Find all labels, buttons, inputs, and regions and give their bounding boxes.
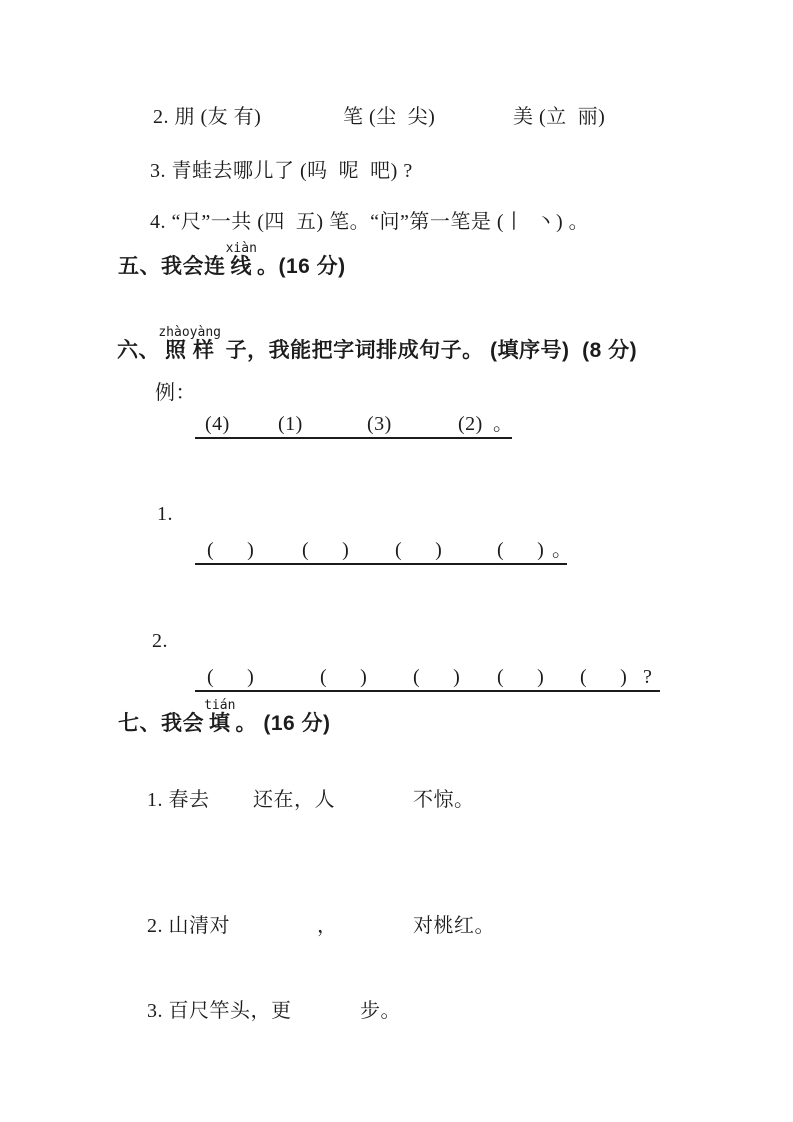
order-2-bracket-1: ( ) bbox=[207, 666, 255, 688]
fill-2-part-1: 2. 山清对 bbox=[147, 915, 230, 937]
order-1-bracket-1: ( ) bbox=[207, 539, 255, 561]
order-1-bracket-4: ( ) bbox=[497, 539, 545, 561]
example-slot-2: (1) bbox=[278, 413, 303, 435]
order-2-bracket-5: ( ) bbox=[580, 666, 628, 688]
order-2-bracket-2: ( ) bbox=[320, 666, 368, 688]
order-1-end-mark: 。 bbox=[552, 539, 573, 561]
section-5-ruby-group bbox=[225, 241, 258, 281]
section-6-title-post: 子，我能把字词排成句子。 (填序号) (8 分) bbox=[219, 339, 638, 362]
question-2-choice-mei: 美 (立 丽) bbox=[513, 106, 606, 128]
section-6-pinyin: zhàoyàng bbox=[158, 325, 221, 340]
fill-3-part-1: 3. 百尺竿头，更 bbox=[147, 1000, 292, 1022]
question-2-choice-bi: 笔 (尘 尖) bbox=[343, 106, 436, 128]
order-2-bracket-3: ( ) bbox=[413, 666, 461, 688]
section-7-header bbox=[118, 698, 331, 738]
section-6-ruby-char: 照 样 bbox=[165, 339, 215, 362]
section-7-ruby-group bbox=[204, 698, 236, 738]
fill-1-part-1: 1. 春去 bbox=[147, 789, 210, 811]
section-6-title-pre: 六、 bbox=[117, 339, 160, 362]
section-6-ruby-group bbox=[158, 325, 221, 365]
order-item-1-number: 1. bbox=[157, 503, 173, 525]
example-slot-3: (3) bbox=[367, 413, 392, 435]
fill-3-part-2: 步。 bbox=[360, 1000, 401, 1022]
example-answer-line bbox=[195, 413, 512, 439]
question-2-choice-peng: 2. 朋 (友 有) bbox=[153, 106, 262, 128]
section-7-ruby-char: 填 bbox=[209, 712, 231, 735]
fill-1-part-2: 还在，人 bbox=[253, 789, 335, 811]
example-end-mark: 。 bbox=[493, 413, 514, 435]
section-7-title-pre: 七、我会 bbox=[118, 712, 204, 735]
order-item-1-answer-line[interactable] bbox=[195, 539, 573, 565]
order-item-2-answer-line[interactable] bbox=[195, 665, 660, 692]
section-5-title-post: 。(16 分) bbox=[257, 255, 346, 278]
fill-2-part-2: ， bbox=[317, 915, 338, 937]
section-5-header bbox=[118, 241, 346, 281]
question-3-text: 3. 青蛙去哪儿了 (吗 呢 吧) ? bbox=[150, 160, 413, 182]
section-6-header bbox=[117, 325, 638, 365]
section-7-pinyin: tián bbox=[204, 698, 236, 713]
section-5-ruby-char: 线 bbox=[230, 255, 252, 278]
order-1-bracket-3: ( ) bbox=[395, 539, 443, 561]
order-2-bracket-4: ( ) bbox=[497, 666, 545, 688]
example-slot-4: (2) bbox=[458, 413, 483, 435]
example-label: 例： bbox=[155, 382, 196, 404]
order-1-bracket-2: ( ) bbox=[302, 539, 350, 561]
section-5-title-pre: 五、我会连 bbox=[118, 255, 226, 278]
fill-2-part-3: 对桃红。 bbox=[413, 915, 495, 937]
order-item-2-number: 2. bbox=[152, 630, 168, 652]
question-4-text: 4. “尺”一共 (四 五) 笔。“问”第一笔是 (丨 丶) 。 bbox=[150, 211, 590, 233]
section-5-pinyin: xiàn bbox=[225, 241, 257, 256]
order-2-end-mark: ? bbox=[643, 666, 653, 688]
example-slot-1: (4) bbox=[205, 413, 230, 435]
fill-1-part-3: 不惊。 bbox=[413, 789, 475, 811]
section-7-title-post: 。 (16 分) bbox=[235, 712, 331, 735]
